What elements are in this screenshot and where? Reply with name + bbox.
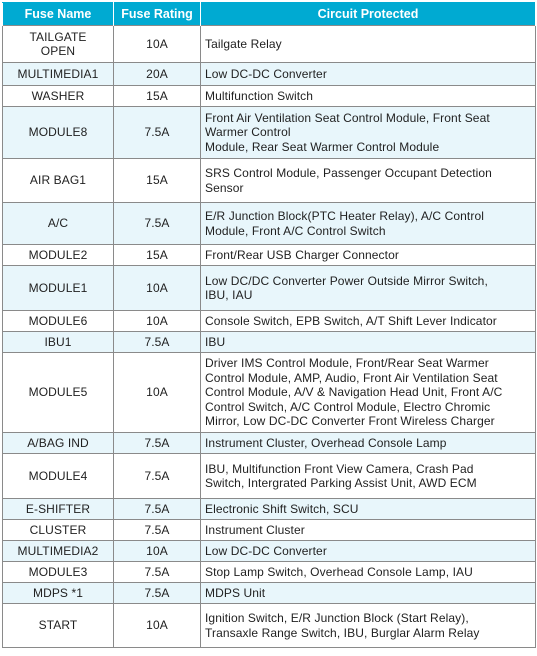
table-row (3, 266, 536, 311)
table-row (3, 159, 536, 203)
fuse-name-cell: WASHER (3, 86, 114, 107)
fuse-name-cell: E-SHIFTER (3, 499, 114, 520)
table-row (3, 562, 536, 583)
table-row (3, 353, 536, 433)
header-row (3, 3, 536, 26)
circuit-cell: Console Switch, EPB Switch, A/T Shift Lever Indicator (201, 311, 536, 332)
fuse-rating-cell: 7.5A (114, 562, 201, 583)
fuse-rating-cell: 10A (114, 604, 201, 648)
table-row (3, 583, 536, 604)
header-circuit-protected: Circuit Protected (201, 3, 536, 26)
fuse-rating-cell: 10A (114, 266, 201, 311)
table-row (3, 107, 536, 159)
fuse-rating-cell: 7.5A (114, 499, 201, 520)
fuse-rating-cell: 7.5A (114, 433, 201, 454)
table-row (3, 311, 536, 332)
fuse-name-cell: A/C (3, 203, 114, 245)
table-row (3, 433, 536, 454)
circuit-cell: SRS Control Module, Passenger Occupant Detection Sensor (201, 159, 536, 203)
fuse-name-cell: MODULE2 (3, 245, 114, 266)
table-row (3, 245, 536, 266)
fuse-rating-cell: 10A (114, 353, 201, 433)
circuit-cell: Multifunction Switch (201, 86, 536, 107)
circuit-cell: Front/Rear USB Charger Connector (201, 245, 536, 266)
fuse-rating-cell: 15A (114, 86, 201, 107)
fuse-name-cell: TAILGATE OPEN (3, 26, 114, 63)
fuse-rating-cell: 7.5A (114, 107, 201, 159)
fuse-name-cell: MODULE8 (3, 107, 114, 159)
table-row (3, 604, 536, 648)
fuse-rating-cell: 20A (114, 63, 201, 86)
circuit-cell: Low DC-DC Converter (201, 541, 536, 562)
fuse-rating-cell: 10A (114, 311, 201, 332)
table-row (3, 541, 536, 562)
fuse-rating-cell: 7.5A (114, 583, 201, 604)
circuit-cell: IBU (201, 332, 536, 353)
circuit-cell: Ignition Switch, E/R Junction Block (Start Relay), Transaxle Range Switch, IBU, Burglar Alarm Relay (201, 604, 536, 648)
circuit-cell: MDPS Unit (201, 583, 536, 604)
fuse-name-cell: MULTIMEDIA1 (3, 63, 114, 86)
table-row (3, 332, 536, 353)
fuse-name-cell: START (3, 604, 114, 648)
table-header (3, 3, 536, 26)
fuse-name-cell: MODULE5 (3, 353, 114, 433)
circuit-cell: Instrument Cluster (201, 520, 536, 541)
table-row (3, 86, 536, 107)
header-fuse-rating: Fuse Rating (114, 3, 201, 26)
fuse-rating-cell: 7.5A (114, 454, 201, 499)
circuit-cell: E/R Junction Block(PTC Heater Relay), A/C Control Module, Front A/C Control Switch (201, 203, 536, 245)
table-row (3, 63, 536, 86)
circuit-cell: Stop Lamp Switch, Overhead Console Lamp, IAU (201, 562, 536, 583)
table-row (3, 520, 536, 541)
circuit-cell: Driver IMS Control Module, Front/Rear Seat Warmer Control Module, AMP, Audio, Front Air Ventilation Seat Control Module, A/V & Navigation Head Unit, Front A/C Control Switch, A/C Control Module, Electro Chromic Mirror, Low DC-DC Converter Front Wireless Charger (201, 353, 536, 433)
circuit-cell: Electronic Shift Switch, SCU (201, 499, 536, 520)
header-fuse-name: Fuse Name (3, 3, 114, 26)
table-body (3, 26, 536, 648)
circuit-cell: Front Air Ventilation Seat Control Module, Front Seat Warmer Control Module, Rear Seat Warmer Control Module (201, 107, 536, 159)
fuse-name-cell: IBU1 (3, 332, 114, 353)
fuse-rating-cell: 10A (114, 541, 201, 562)
fuse-name-cell: A/BAG IND (3, 433, 114, 454)
fuse-name-cell: MODULE6 (3, 311, 114, 332)
table-row (3, 203, 536, 245)
fuse-name-cell: MODULE4 (3, 454, 114, 499)
table-row (3, 26, 536, 63)
fuse-name-cell: MULTIMEDIA2 (3, 541, 114, 562)
fuse-table-container (2, 2, 535, 648)
fuse-name-cell: MDPS *1 (3, 583, 114, 604)
fuse-table (2, 2, 536, 648)
circuit-cell: Low DC-DC Converter (201, 63, 536, 86)
fuse-rating-cell: 15A (114, 159, 201, 203)
fuse-rating-cell: 10A (114, 26, 201, 63)
fuse-name-cell: MODULE1 (3, 266, 114, 311)
fuse-rating-cell: 7.5A (114, 203, 201, 245)
circuit-cell: Low DC/DC Converter Power Outside Mirror Switch, IBU, IAU (201, 266, 536, 311)
fuse-name-cell: MODULE3 (3, 562, 114, 583)
fuse-name-cell: AIR BAG1 (3, 159, 114, 203)
circuit-cell: Tailgate Relay (201, 26, 536, 63)
table-row (3, 499, 536, 520)
fuse-rating-cell: 7.5A (114, 332, 201, 353)
fuse-name-cell: CLUSTER (3, 520, 114, 541)
table-row (3, 454, 536, 499)
circuit-cell: Instrument Cluster, Overhead Console Lamp (201, 433, 536, 454)
fuse-rating-cell: 15A (114, 245, 201, 266)
fuse-rating-cell: 7.5A (114, 520, 201, 541)
circuit-cell: IBU, Multifunction Front View Camera, Crash Pad Switch, Intergrated Parking Assist Unit, AWD ECM (201, 454, 536, 499)
